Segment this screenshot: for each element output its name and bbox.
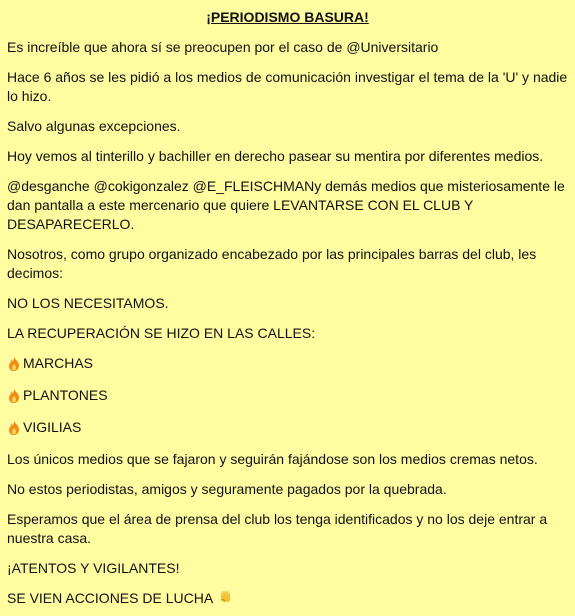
- final-line: [7, 589, 568, 608]
- list-item-label: MARCHAS: [23, 355, 94, 371]
- paragraph-2: Hace 6 años se les pidió a los medios de comunicación investigar el tema de la 'U' y nadie lo hizo.: [7, 69, 568, 104]
- paragraph-1: Es increíble que ahora sí se preocupen por el caso de @Universitario: [7, 39, 439, 55]
- paragraph-7: NO LOS NECESITAMOS.: [7, 295, 169, 311]
- paragraph-6: Nosotros, como grupo organizado encabezado por las principales barras del club, les decimos:: [7, 246, 537, 281]
- list-item-plantones: [7, 386, 568, 405]
- raised-fist-icon: [218, 590, 233, 605]
- list-item-label: PLANTONES: [23, 387, 108, 403]
- fire-icon: [7, 388, 21, 404]
- list-item-vigilias: [7, 418, 568, 437]
- paragraph-8: LA RECUPERACIÓN SE HIZO EN LAS CALLES:: [7, 325, 316, 341]
- fire-icon: [7, 356, 21, 372]
- paragraph-3: Salvo algunas excepciones.: [7, 118, 181, 134]
- closing-paragraph-1: Los únicos medios que se fajaron y seguirán fajándose son los medios cremas netos.: [7, 451, 538, 467]
- paragraph-4: Hoy vemos al tinterillo y bachiller en derecho pasear su mentira por diferentes medios.: [7, 148, 544, 164]
- fire-icon: [7, 420, 21, 436]
- list-item-label: VIGILIAS: [23, 419, 82, 435]
- final-line-text: SE VIEN ACCIONES DE LUCHA: [7, 590, 213, 606]
- list-item-marchas: [7, 354, 568, 373]
- paragraph-5: @desganche @cokigonzalez @E_FLEISCHMANy demás medios que misteriosamente le dan pantalla a este mercenario que quiere LEVANTARSE CON EL CLUB Y DESAPARECERLO.: [7, 178, 565, 232]
- closing-paragraph-3: Esperamos que el área de prensa del club los tenga identificados y no los deje entrar a nuestra casa.: [7, 511, 548, 546]
- statement-title: ¡PERIODISMO BASURA!: [206, 9, 369, 25]
- closing-paragraph-4: ¡ATENTOS Y VIGILANTES!: [7, 560, 180, 576]
- closing-paragraph-2: No estos periodistas, amigos y seguramente pagados por la quebrada.: [7, 481, 447, 497]
